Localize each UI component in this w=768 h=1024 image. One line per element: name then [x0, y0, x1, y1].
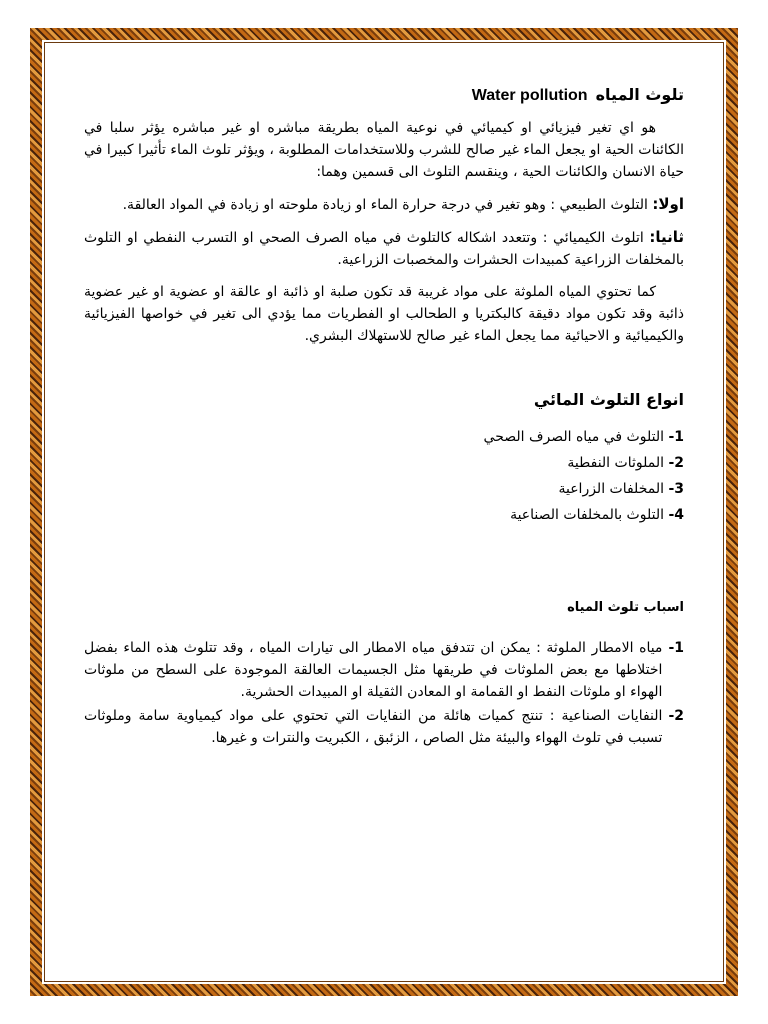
- item-number: 1-: [668, 429, 684, 445]
- list-item: [84, 451, 684, 475]
- list-item: [84, 503, 684, 527]
- item-number: 2-: [668, 455, 684, 471]
- title-arabic: تلوث المياه: [595, 85, 684, 104]
- item-text: النفايات الصناعية : تنتج كميات هائلة من النفايات التي تحتوي على مواد كيمياوية سامة وملوثات تسبب في تلوث الهواء والبيئة مثل الصاص ، الزئبق ، الكبريت والنترات و غيرها.: [84, 708, 663, 746]
- item-text: مياه الامطار الملوثة : يمكن ان تتدفق مياه الامطار الى تيارات المياه ، وقد تتلوث هذه الماء بفضل اختلاطها مع بعض الملوثات في طريقها مثل الجسيمات العالقة الموجودة على السطح من ملوثات الهواء او ملوثات النفط او القمامة او المعادن الثقيلة او المبيدات الحشرية.: [84, 640, 663, 700]
- list-item: [84, 637, 684, 703]
- item-text: الملوثات النفطية: [567, 455, 664, 471]
- types-heading: انواع التلوث المائي: [533, 390, 684, 409]
- contents-paragraph: كما تحتوي المياه الملوثة على مواد غريبة قد تكون صلبة او ذائبة او عالقة او عضوية او غير عضوية ذائبة وقد تكون مواد دقيقة كالبكتريا و الطحالب او الفطريات مما يؤدي الى تغير في خواصها الفيزيائية والكيميائية و الاحيائية مما يجعل الماء غير صالح للاستهلاك البشري.: [84, 284, 684, 344]
- types-list: [84, 425, 684, 527]
- list-item: [84, 425, 684, 449]
- intro-paragraph: هو اي تغير فيزيائي او كيميائي في نوعية المياه بطريقة مباشره او غير مباشره يؤثر سلبا في الكائنات الحية او يجعل الماء غير صالح للشرب وللاستخدامات المطلوبة ، ويؤثر تلوث الماء تأثيرا كبيرا في حياة الانسان والكائنات الحية ، وينقسم التلوث الى قسمين وهما:: [84, 120, 684, 180]
- page-title: [84, 84, 684, 107]
- document-body: [84, 84, 684, 751]
- item-number: 2-: [668, 708, 684, 724]
- second-label: ثانيا:: [649, 228, 684, 246]
- item-number: 3-: [668, 481, 684, 497]
- item-number: 4-: [668, 507, 684, 523]
- chemical-pollution-paragraph: [84, 226, 684, 271]
- list-item: [84, 705, 684, 749]
- title-english: Water pollution: [471, 87, 588, 104]
- item-text: التلوث بالمخلفات الصناعية: [510, 507, 664, 523]
- causes-heading: اسباب تلوث المياه: [567, 600, 684, 615]
- item-number: 1-: [668, 640, 684, 656]
- item-text: التلوث في مياه الصرف الصحي: [483, 429, 664, 445]
- second-text: اتلوث الكيميائي : وتتعدد اشكاله كالتلوث في مياه الصرف الصحي او التسرب النفطي او التلوث بالمخلفات الزراعية كمبيدات الحشرات والمخصبات الزراعية.: [84, 230, 684, 268]
- first-label: اولا:: [652, 195, 684, 213]
- natural-pollution-paragraph: [84, 193, 684, 216]
- first-text: التلوث الطبيعي : وهو تغير في درجة حرارة الماء او زيادة ملوحته او زيادة في المواد العالقة.: [122, 197, 648, 213]
- causes-list: [84, 637, 684, 749]
- list-item: [84, 477, 684, 501]
- item-text: المخلفات الزراعية: [558, 481, 664, 497]
